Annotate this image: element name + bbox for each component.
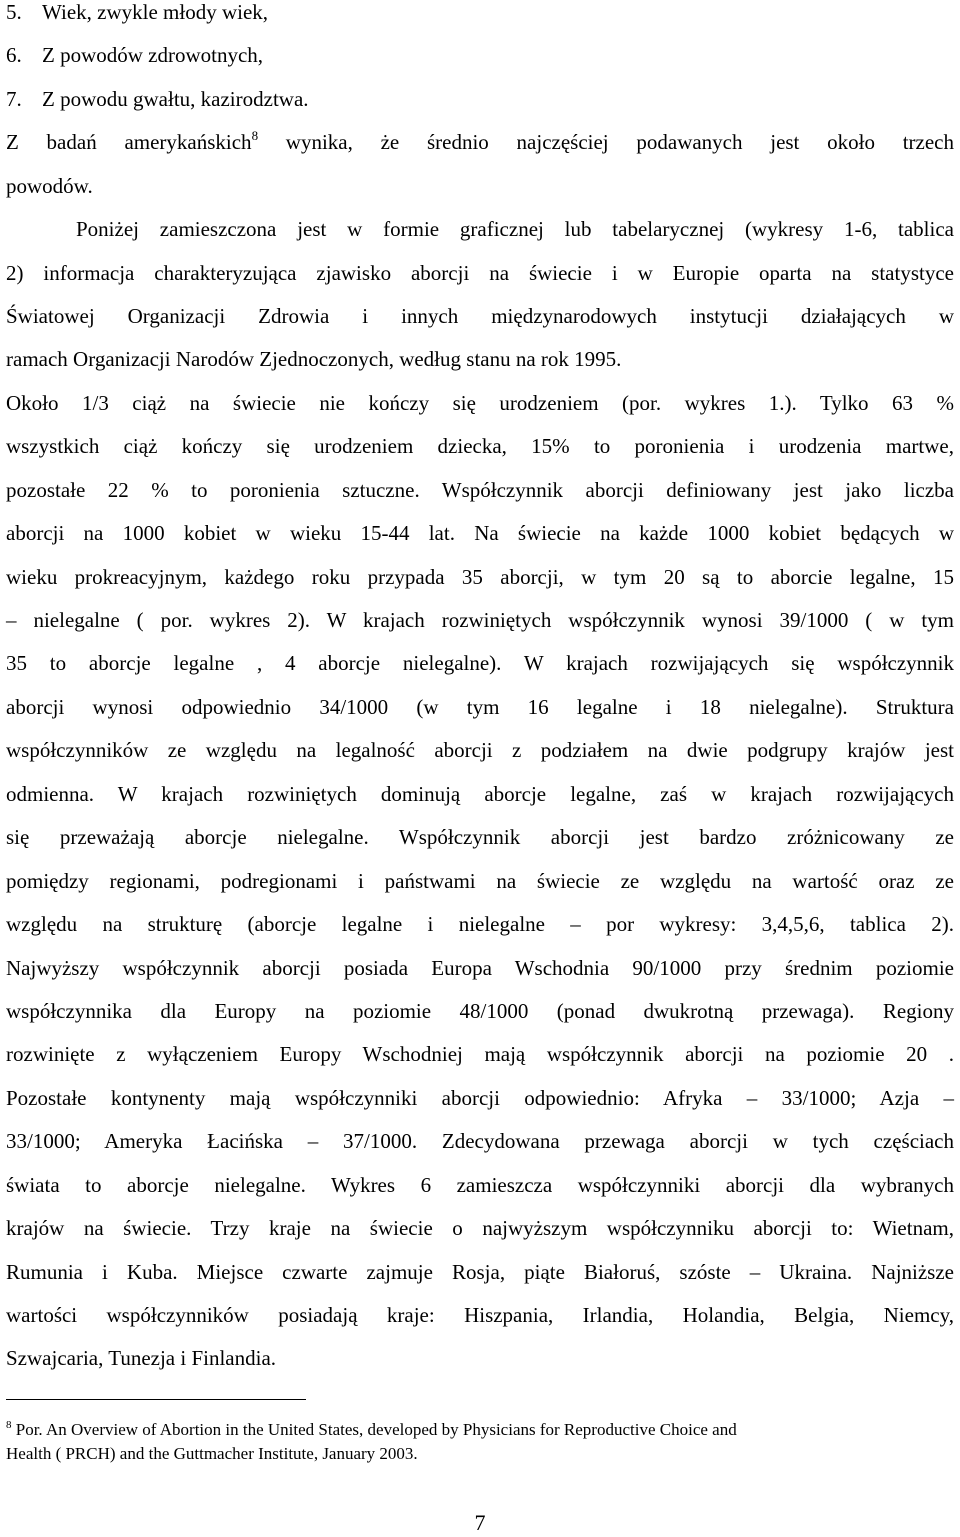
text-segment: powodów. (6, 174, 93, 198)
paragraph-line: Rumunia i Kuba. Miejsce czwarte zajmuje Rosja, piąte Białoruś, szóste – Ukraina. Najniższe (6, 1260, 954, 1284)
paragraph-line: Szwajcaria, Tunezja i Finlandia. (6, 1346, 277, 1370)
footnote-line: Health ( PRCH) and the Guttmacher Institute, January 2003. (6, 1444, 418, 1463)
paragraph-line: 33/1000; Ameryka Łacińska – 37/1000. Zdecydowana przewaga aborcji w tych częściach (6, 1129, 954, 1153)
list-item (6, 87, 954, 111)
paragraph-line: 2) informacja charakteryzująca zjawisko aborcji na świecie i w Europie oparta na statystyce (6, 261, 954, 285)
list-number: 6. (6, 43, 22, 67)
list-text: Wiek, zwykle młody wiek, (42, 0, 269, 24)
paragraph-line: aborcji na 1000 kobiet w wieku 15-44 lat. Na świecie na każde 1000 kobiet będących w (6, 521, 954, 545)
list-item (6, 0, 954, 24)
page-number: 7 (474, 1510, 486, 1535)
paragraph-line: aborcji wynosi odpowiednio 34/1000 (w tym 16 legalne i 18 nielegalne). Struktura (6, 695, 954, 719)
footnote-reference: 8 (251, 128, 259, 143)
footnote-divider (6, 1399, 306, 1400)
footnote-text: Por. An Overview of Abortion in the United States, developed by Physicians for Reproductive Choice and (11, 1420, 737, 1439)
paragraph-line: się przeważają aborcje nielegalne. Współczynnik aborcji jest bardzo zróżnicowany ze (6, 825, 954, 849)
paragraph-line: względu na strukturę (aborcje legalne i nielegalne – por wykresy: 3,4,5,6, tablica 2). (6, 912, 954, 936)
footnote-line (6, 1420, 954, 1440)
paragraph-line: ramach Organizacji Narodów Zjednoczonych, według stanu na rok 1995. (6, 347, 622, 371)
paragraph-line: wartości współczynników posiadają kraje: Hiszpania, Irlandia, Holandia, Belgia, Niemcy, (6, 1303, 954, 1327)
paragraph-line: pozostałe 22 % to poronienia sztuczne. Współczynnik aborcji definiowany jest jako liczba (6, 478, 954, 502)
paragraph-line: odmienna. W krajach rozwiniętych dominują aborcje legalne, zaś w krajach rozwijających (6, 782, 954, 806)
paragraph-line: współczynnika dla Europy na poziomie 48/1000 (ponad dwukrotną przewaga). Regiony (6, 999, 954, 1023)
paragraph-line: rozwinięte z wyłączeniem Europy Wschodniej mają współczynnik aborcji na poziomie 20 . (6, 1042, 954, 1066)
paragraph-line: 35 to aborcje legalne , 4 aborcje nielegalne). W krajach rozwijających się współczynnik (6, 651, 954, 675)
list-text: Z powodu gwałtu, kazirodztwa. (42, 87, 309, 111)
paragraph-line: Pozostałe kontynenty mają współczynniki aborcji odpowiednio: Afryka – 33/1000; Azja – (6, 1086, 954, 1110)
paragraph-line: Około 1/3 ciąż na świecie nie kończy się urodzeniem (por. wykres 1.). Tylko 63 % (6, 391, 954, 415)
text-segment: Z badań amerykańskich (6, 130, 252, 154)
list-text: Z powodów zdrowotnych, (42, 43, 264, 67)
list-number: 7. (6, 87, 22, 111)
footnote-mark: 8 (6, 1419, 12, 1431)
paragraph-line: Poniżej zamieszczona jest w formie graficznej lub tabelarycznej (wykresy 1-6, tablica (76, 217, 954, 241)
list-number: 5. (6, 0, 22, 24)
paragraph-line: pomiędzy regionami, podregionami i państwami na świecie ze względu na wartość oraz ze (6, 869, 954, 893)
paragraph-line: Światowej Organizacji Zdrowia i innych międzynarodowych instytucji działających w (6, 304, 954, 328)
paragraph-line: współczynników ze względu na legalność aborcji z podziałem na dwie podgrupy krajów jest (6, 738, 954, 762)
list-item (6, 43, 954, 67)
paragraph-line (6, 174, 954, 198)
paragraph-line: – nielegalne ( por. wykres 2). W krajach rozwiniętych współczynnik wynosi 39/1000 ( w tym (6, 608, 954, 632)
text-segment: wynika, że średnio najczęściej podawanych jest około trzech (285, 130, 954, 154)
paragraph-line: Najwyższy współczynnik aborcji posiada Europa Wschodnia 90/1000 przy średnim poziomie (6, 956, 954, 980)
paragraph-line (6, 130, 954, 154)
paragraph-line: świata to aborcje nielegalne. Wykres 6 zamieszcza współczynniki aborcji dla wybranych (6, 1173, 954, 1197)
paragraph-line: wieku prokreacyjnym, każdego roku przypada 35 aborcji, w tym 20 są to aborcie legalne, 15 (6, 565, 954, 589)
paragraph-line: wszystkich ciąż kończy się urodzeniem dziecka, 15% to poronienia i urodzenia martwe, (6, 434, 954, 458)
paragraph-line: krajów na świecie. Trzy kraje na świecie o najwyższym współczynniku aborcji to: Wietnam, (6, 1216, 954, 1240)
